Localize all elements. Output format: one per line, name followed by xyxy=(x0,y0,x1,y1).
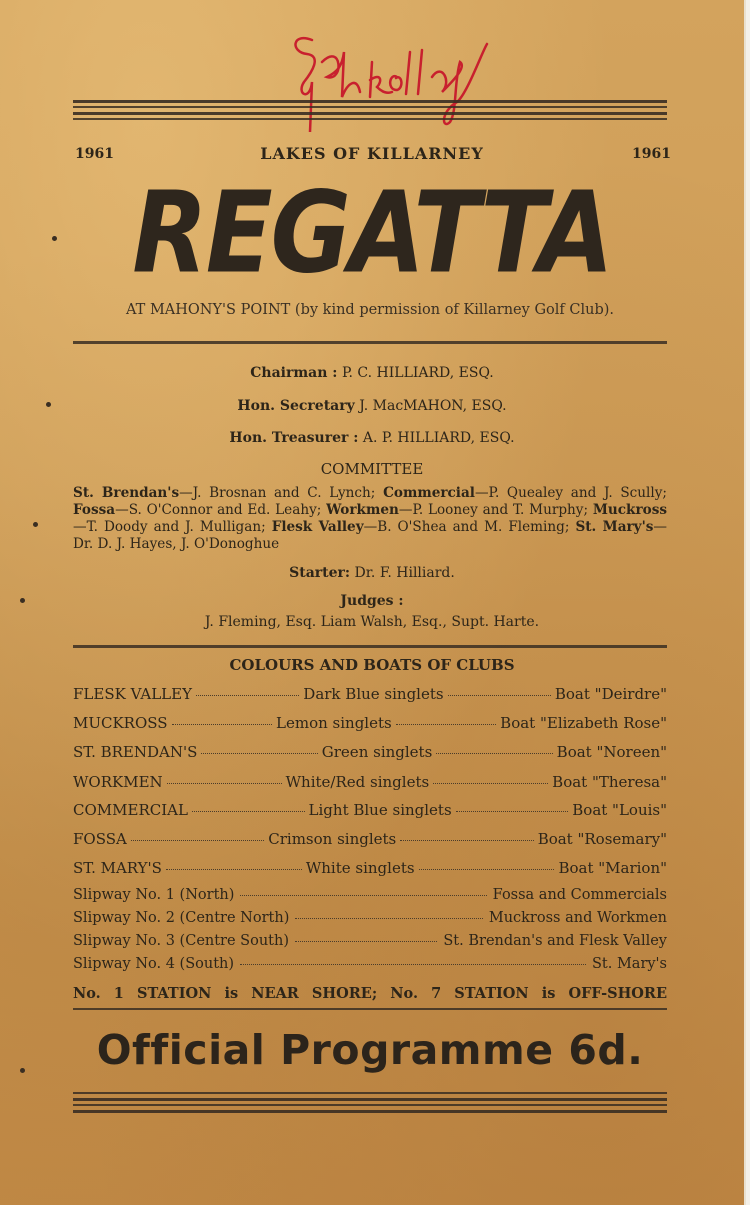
committee-members: Dr. D. J. Hayes, J. O'Donoghue xyxy=(73,536,280,552)
colours-heading: COLOURS AND BOATS OF CLUBS xyxy=(229,656,515,674)
punch-mark xyxy=(20,1068,25,1073)
slipway-name: Slipway No. 1 (North) xyxy=(73,887,235,903)
slipway-row xyxy=(73,956,667,972)
club-name: ST. MARY'S xyxy=(73,859,162,877)
year-right: 1961 xyxy=(632,146,671,162)
club-row xyxy=(73,714,667,732)
committee-club: St. Mary's xyxy=(575,519,654,535)
club-boat: Boat "Marion" xyxy=(558,859,668,877)
club-name: WORKMEN xyxy=(73,773,163,791)
officer-treasurer xyxy=(0,430,744,446)
club-name: ST. BRENDAN'S xyxy=(73,743,198,761)
slipway-clubs: St. Brendan's and Flesk Valley xyxy=(443,933,667,949)
divider xyxy=(73,1008,667,1010)
committee-club: Workmen xyxy=(326,502,399,518)
officer-name: A. P. HILLIARD, ESQ. xyxy=(362,430,515,446)
officer-role: Hon. Treasurer : xyxy=(229,430,359,446)
slipway-name: Slipway No. 4 (South) xyxy=(73,956,235,972)
officer-name: P. C. HILLIARD, ESQ. xyxy=(341,365,494,381)
club-colour: White singlets xyxy=(305,859,415,877)
club-colour: Light Blue singlets xyxy=(308,801,452,819)
page-title: REGATTA xyxy=(132,168,612,300)
officer-role: Chairman : xyxy=(250,365,338,381)
station-note: No. 1 STATION is NEAR SHORE; No. 7 STATION is OFF-SHORE xyxy=(73,985,667,1002)
venue-line: AT MAHONY'S POINT (by kind permission of Killarney Golf Club). xyxy=(125,302,614,318)
committee-members: P. Quealey and J. Scully; xyxy=(488,485,668,501)
club-boat: Boat "Rosemary" xyxy=(537,830,667,848)
officer-name: J. MacMAHON, ESQ. xyxy=(359,398,507,414)
officer-chairman xyxy=(0,365,744,381)
club-colour: Lemon singlets xyxy=(276,714,392,732)
club-row xyxy=(73,773,667,791)
club-row xyxy=(73,685,667,703)
committee-club: Muckross xyxy=(592,502,668,518)
punch-mark xyxy=(33,522,38,527)
officer-secretary xyxy=(0,398,744,414)
club-boat: Boat "Elizabeth Rose" xyxy=(500,714,667,732)
club-boat: Boat "Theresa" xyxy=(552,773,667,791)
club-name: COMMERCIAL xyxy=(73,801,188,819)
club-colour: White/Red singlets xyxy=(285,773,430,791)
slipway-row xyxy=(73,887,667,903)
club-name: MUCKROSS xyxy=(73,714,168,732)
subtitle: LAKES OF KILLARNEY xyxy=(260,144,484,163)
starter-line xyxy=(0,565,744,581)
committee-list: St. Brendan's—J. Brosnan and C. Lynch; Commercial—P. Quealey and J. Scully; Fossa—S. O'Connor and Ed. Leahy; Workmen—P. Looney and T. Murphy; Muckross—T. Doody and J. Mulligan; Flesk Valley—B. O'Shea and M. Fleming; St. Mary's—Dr. D. J. Hayes, J. O'Donoghue xyxy=(73,485,668,552)
punch-mark xyxy=(52,236,57,241)
club-row xyxy=(73,859,667,877)
committee-members: B. O'Shea and M. Fleming; xyxy=(377,519,570,535)
punch-mark xyxy=(46,402,51,407)
club-boat: Boat "Deirdre" xyxy=(554,685,667,703)
divider xyxy=(73,341,667,344)
committee-members: J. Brosnan and C. Lynch; xyxy=(192,485,376,501)
committee-members: P. Looney and T. Murphy; xyxy=(412,502,589,518)
committee-club: Fossa xyxy=(73,502,116,518)
slipway-clubs: Muckross and Workmen xyxy=(488,910,667,926)
club-row xyxy=(73,801,667,819)
divider xyxy=(73,645,667,648)
slipway-name: Slipway No. 2 (Centre North) xyxy=(73,910,290,926)
club-boat: Boat "Noreen" xyxy=(556,743,668,761)
bottom-rule xyxy=(73,1092,667,1116)
starter-name: Dr. F. Hilliard. xyxy=(354,565,455,581)
programme-price: Official Programme 6d. xyxy=(96,1026,644,1074)
club-name: FLESK VALLEY xyxy=(73,685,192,703)
club-colour: Crimson singlets xyxy=(268,830,397,848)
committee-heading: COMMITTEE xyxy=(320,460,424,478)
club-row xyxy=(73,830,667,848)
year-left: 1961 xyxy=(75,146,114,162)
slipway-row xyxy=(73,910,667,926)
judges-label: Judges : xyxy=(340,593,404,609)
club-name: FOSSA xyxy=(73,830,127,848)
committee-club: Commercial xyxy=(383,485,475,501)
committee-members: T. Doody and J. Mulligan; xyxy=(86,519,266,535)
slipway-name: Slipway No. 3 (Centre South) xyxy=(73,933,290,949)
slipway-clubs: St. Mary's xyxy=(591,956,667,972)
judges-names: J. Fleming, Esq. Liam Walsh, Esq., Supt. Harte. xyxy=(204,614,540,630)
punch-mark xyxy=(20,598,25,603)
committee-members: S. O'Connor and Ed. Leahy; xyxy=(128,502,322,518)
club-colour: Dark Blue singlets xyxy=(303,685,444,703)
officer-role: Hon. Secretary xyxy=(237,398,355,414)
committee-club: Flesk Valley xyxy=(271,519,364,535)
club-colour: Green singlets xyxy=(321,743,433,761)
club-boat: Boat "Louis" xyxy=(572,801,668,819)
top-rule xyxy=(73,100,667,124)
committee-club: St. Brendan's xyxy=(73,485,180,501)
slipway-clubs: Fossa and Commercials xyxy=(492,887,667,903)
club-row xyxy=(73,743,667,761)
starter-label: Starter: xyxy=(289,565,351,581)
slipway-row xyxy=(73,933,667,949)
